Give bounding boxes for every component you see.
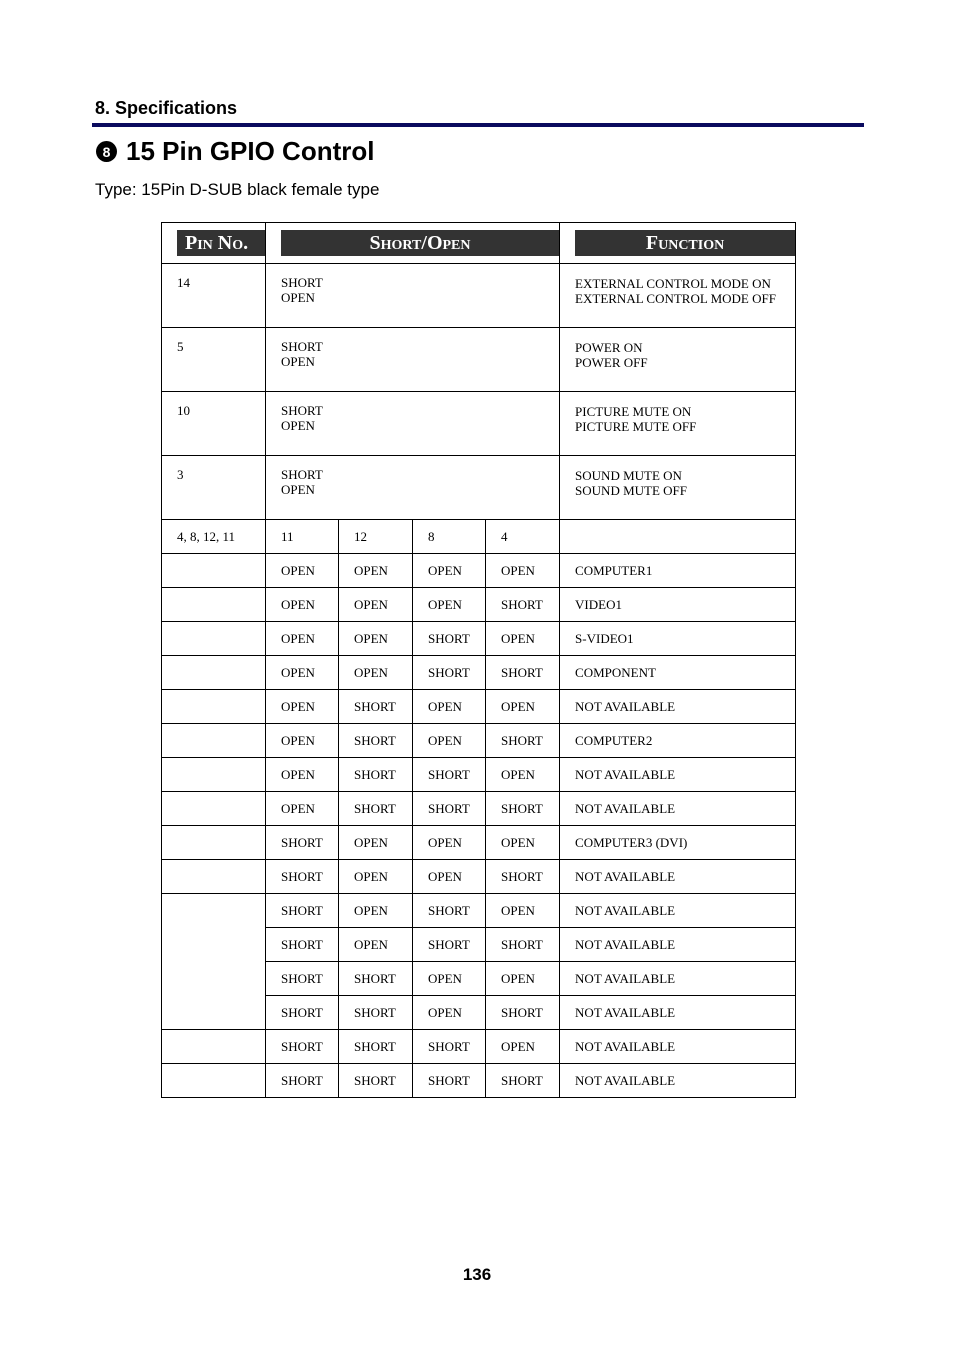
function-cell [560, 264, 796, 328]
table-row [162, 554, 796, 588]
state-cell [486, 554, 560, 588]
table-row [162, 826, 796, 860]
function-cell [560, 520, 796, 554]
table-row [162, 792, 796, 826]
cell-text: OPEN [281, 665, 315, 680]
cell-text: SHORT [281, 835, 323, 850]
table-row [162, 1030, 796, 1064]
cell-text: 4, 8, 12, 11 [177, 529, 236, 544]
cell-text: OPEN [281, 563, 315, 578]
cell-text: 10 [177, 403, 190, 418]
cell-text: EXTERNAL CONTROL MODE ON [575, 276, 771, 291]
state-cell [266, 894, 339, 928]
table-row [162, 1064, 796, 1098]
cell-text: SHORT [354, 801, 396, 816]
cell-text: OPEN [281, 767, 315, 782]
function-cell [560, 996, 796, 1030]
state-cell [486, 758, 560, 792]
cell-text: OPEN [428, 971, 462, 986]
table-row [162, 588, 796, 622]
cell-text: OPEN [354, 665, 388, 680]
cell-text: OPEN [281, 290, 315, 305]
state-cell [266, 1064, 339, 1098]
state-cell [486, 996, 560, 1030]
cell-text: EXTERNAL CONTROL MODE OFF [575, 291, 776, 306]
pin-number-cell [266, 520, 339, 554]
cell-text: COMPUTER1 [575, 563, 653, 578]
state-cell [266, 328, 560, 392]
gpio-table [161, 222, 796, 1098]
pin-cell [162, 328, 266, 392]
function-cell [560, 622, 796, 656]
function-cell [560, 894, 796, 928]
cell-text: 3 [177, 467, 184, 482]
cell-text: NOT AVAILABLE [575, 869, 676, 884]
state-cell [339, 996, 413, 1030]
pin-cell [162, 264, 266, 328]
cell-text: SOUND MUTE OFF [575, 483, 688, 498]
cell-text: SHORT [428, 631, 470, 646]
cell-text: NOT AVAILABLE [575, 903, 676, 918]
cell-text: COMPUTER2 [575, 733, 653, 748]
number-8-icon: 8 [96, 141, 117, 162]
state-cell [413, 622, 486, 656]
cell-text: OPEN [501, 563, 535, 578]
state-cell [339, 690, 413, 724]
state-cell [413, 860, 486, 894]
state-cell [339, 588, 413, 622]
function-cell [560, 1030, 796, 1064]
state-cell [486, 928, 560, 962]
header-cell-function [560, 223, 796, 264]
cell-text: OPEN [428, 597, 462, 612]
state-cell [413, 554, 486, 588]
pin-cell [162, 894, 266, 1030]
header-function: Function [575, 230, 795, 256]
function-cell [560, 656, 796, 690]
cell-text: OPEN [428, 563, 462, 578]
cell-text: SHORT [281, 1005, 323, 1020]
cell-text: OPEN [428, 835, 462, 850]
cell-text: OPEN [281, 482, 315, 497]
cell-text: SHORT [281, 971, 323, 986]
cell-text: SHORT [354, 1073, 396, 1088]
table-row [162, 622, 796, 656]
cell-text: SHORT [428, 1039, 470, 1054]
cell-text: SHORT [281, 1039, 323, 1054]
table-row [162, 328, 796, 392]
pin-cell [162, 792, 266, 826]
cell-text: S-VIDEO1 [575, 631, 634, 646]
state-cell [413, 758, 486, 792]
cell-text: OPEN [428, 869, 462, 884]
state-cell [413, 792, 486, 826]
state-cell [413, 588, 486, 622]
function-cell [560, 962, 796, 996]
cell-text: COMPUTER3 (DVI) [575, 835, 688, 850]
pin-cell [162, 554, 266, 588]
state-cell [266, 656, 339, 690]
cell-text: NOT AVAILABLE [575, 801, 676, 816]
state-cell [266, 264, 560, 328]
function-cell [560, 456, 796, 520]
state-cell [413, 690, 486, 724]
pin-cell [162, 1030, 266, 1064]
combo-header-row [162, 520, 796, 554]
pin-number-cell [339, 520, 413, 554]
table-row [162, 690, 796, 724]
state-cell [413, 996, 486, 1030]
cell-text: SHORT [281, 869, 323, 884]
cell-text: OPEN [281, 801, 315, 816]
state-cell [266, 1030, 339, 1064]
state-cell [339, 758, 413, 792]
cell-text: OPEN [281, 597, 315, 612]
state-cell [413, 894, 486, 928]
state-cell [339, 928, 413, 962]
cell-text: OPEN [354, 869, 388, 884]
state-cell [339, 860, 413, 894]
state-cell [266, 962, 339, 996]
table-row [162, 860, 796, 894]
state-cell [339, 554, 413, 588]
state-cell [413, 1064, 486, 1098]
state-cell [266, 996, 339, 1030]
state-cell [339, 962, 413, 996]
cell-text: VIDEO1 [575, 597, 622, 612]
cell-text: NOT AVAILABLE [575, 1073, 676, 1088]
cell-text: SOUND MUTE ON [575, 468, 682, 483]
cell-text: OPEN [281, 733, 315, 748]
state-cell [486, 724, 560, 758]
section-title: 8. Specifications [95, 98, 238, 118]
pin-cell [162, 520, 266, 554]
state-cell [266, 758, 339, 792]
function-cell [560, 758, 796, 792]
table-row [162, 656, 796, 690]
state-cell [486, 826, 560, 860]
state-cell [339, 826, 413, 860]
state-cell [266, 392, 560, 456]
page-heading [96, 136, 374, 167]
cell-text: 11 [281, 529, 294, 544]
state-cell [266, 554, 339, 588]
state-cell [486, 894, 560, 928]
cell-text: OPEN [501, 971, 535, 986]
cell-text: PICTURE MUTE OFF [575, 419, 697, 434]
pin-cell [162, 724, 266, 758]
cell-text: OPEN [354, 937, 388, 952]
header-pin-no: Pin No. [177, 230, 265, 256]
page-number: 136 [462, 1265, 492, 1284]
state-cell [486, 656, 560, 690]
cell-text: SHORT [428, 937, 470, 952]
cell-text: POWER ON [575, 340, 643, 355]
function-cell [560, 1064, 796, 1098]
state-cell [339, 792, 413, 826]
cell-text: OPEN [281, 418, 315, 433]
cell-text: OPEN [354, 597, 388, 612]
cell-text: OPEN [354, 835, 388, 850]
state-cell [486, 962, 560, 996]
cell-text: NOT AVAILABLE [575, 1039, 676, 1054]
state-cell [486, 1030, 560, 1064]
pin-cell [162, 656, 266, 690]
cell-text: OPEN [428, 699, 462, 714]
cell-text: SHORT [354, 1005, 396, 1020]
cell-text: SHORT [501, 937, 543, 952]
cell-text: SHORT [501, 869, 543, 884]
cell-text: OPEN [501, 699, 535, 714]
cell-text: NOT AVAILABLE [575, 767, 676, 782]
cell-text: OPEN [354, 631, 388, 646]
cell-text: 12 [354, 529, 367, 544]
function-cell [560, 690, 796, 724]
table-row [162, 456, 796, 520]
state-cell [266, 724, 339, 758]
function-cell [560, 826, 796, 860]
function-cell [560, 554, 796, 588]
pin-cell [162, 758, 266, 792]
state-cell [486, 588, 560, 622]
cell-text: SHORT [281, 903, 323, 918]
cell-text: SHORT [281, 1073, 323, 1088]
cell-text: OPEN [281, 354, 315, 369]
cell-text: SHORT [501, 665, 543, 680]
state-cell [339, 724, 413, 758]
cell-text: SHORT [428, 767, 470, 782]
cell-text: OPEN [281, 631, 315, 646]
cell-text: COMPONENT [575, 665, 656, 680]
cell-text: SHORT [428, 665, 470, 680]
state-cell [266, 826, 339, 860]
pin-cell [162, 456, 266, 520]
state-cell [339, 622, 413, 656]
cell-text: SHORT [428, 903, 470, 918]
cell-text: SHORT [281, 275, 323, 290]
function-cell [560, 328, 796, 392]
pin-cell [162, 622, 266, 656]
state-cell [486, 1064, 560, 1098]
state-cell [266, 860, 339, 894]
cell-text: SHORT [501, 733, 543, 748]
state-cell [413, 724, 486, 758]
state-cell [486, 860, 560, 894]
pin-cell [162, 860, 266, 894]
pin-cell [162, 392, 266, 456]
state-cell [339, 1030, 413, 1064]
cell-text: 4 [501, 529, 508, 544]
state-cell [266, 622, 339, 656]
function-cell [560, 928, 796, 962]
table-row [162, 264, 796, 328]
pin-cell [162, 826, 266, 860]
table-row [162, 392, 796, 456]
cell-text: OPEN [354, 903, 388, 918]
cell-text: NOT AVAILABLE [575, 699, 676, 714]
state-cell [266, 456, 560, 520]
cell-text: 14 [177, 275, 190, 290]
state-cell [266, 792, 339, 826]
function-cell [560, 792, 796, 826]
state-cell [413, 1030, 486, 1064]
cell-text: OPEN [281, 699, 315, 714]
cell-text: SHORT [428, 1073, 470, 1088]
cell-text: NOT AVAILABLE [575, 971, 676, 986]
heading-title: 15 Pin GPIO Control [126, 136, 375, 166]
state-cell [339, 894, 413, 928]
state-cell [413, 962, 486, 996]
header-cell-short-open [266, 223, 560, 264]
state-cell [486, 622, 560, 656]
cell-text: SHORT [501, 801, 543, 816]
pin-cell [162, 690, 266, 724]
cell-text: SHORT [281, 339, 323, 354]
cell-text: SHORT [501, 597, 543, 612]
state-cell [486, 690, 560, 724]
cell-text: SHORT [428, 801, 470, 816]
state-cell [339, 1064, 413, 1098]
pin-number-cell [486, 520, 560, 554]
cell-text: OPEN [501, 835, 535, 850]
cell-text: SHORT [501, 1005, 543, 1020]
cell-text: SHORT [354, 733, 396, 748]
cell-text: SHORT [281, 937, 323, 952]
cell-text: NOT AVAILABLE [575, 1005, 676, 1020]
state-cell [413, 826, 486, 860]
cell-text: NOT AVAILABLE [575, 937, 676, 952]
cell-text: SHORT [354, 767, 396, 782]
state-cell [266, 928, 339, 962]
table-row [162, 894, 796, 928]
function-cell [560, 724, 796, 758]
function-cell [560, 588, 796, 622]
cell-text: SHORT [501, 1073, 543, 1088]
state-cell [339, 656, 413, 690]
cell-text: SHORT [354, 699, 396, 714]
cell-text: 8 [428, 529, 435, 544]
state-cell [413, 928, 486, 962]
header-rule [92, 123, 864, 127]
cell-text: SHORT [354, 1039, 396, 1054]
cell-text: OPEN [428, 733, 462, 748]
state-cell [486, 792, 560, 826]
header-cell-pin [162, 223, 266, 264]
function-cell [560, 860, 796, 894]
function-cell [560, 392, 796, 456]
table-row [162, 758, 796, 792]
pin-number-cell [413, 520, 486, 554]
cell-text: SHORT [354, 971, 396, 986]
header-short-open: Short/Open [281, 230, 559, 256]
pin-cell [162, 588, 266, 622]
cell-text: OPEN [354, 563, 388, 578]
cell-text: OPEN [501, 631, 535, 646]
cell-text: SHORT [281, 467, 323, 482]
cell-text: SHORT [281, 403, 323, 418]
state-cell [413, 656, 486, 690]
cell-text: OPEN [501, 903, 535, 918]
state-cell [266, 588, 339, 622]
cell-text: OPEN [501, 767, 535, 782]
cell-text: POWER OFF [575, 355, 648, 370]
pin-cell [162, 1064, 266, 1098]
cell-text: OPEN [428, 1005, 462, 1020]
cell-text: OPEN [501, 1039, 535, 1054]
state-cell [266, 690, 339, 724]
cell-text: 5 [177, 339, 184, 354]
table-row [162, 724, 796, 758]
connector-type: Type: 15Pin D-SUB black female type [95, 180, 380, 199]
table-header-row [162, 223, 796, 264]
cell-text: PICTURE MUTE ON [575, 404, 692, 419]
